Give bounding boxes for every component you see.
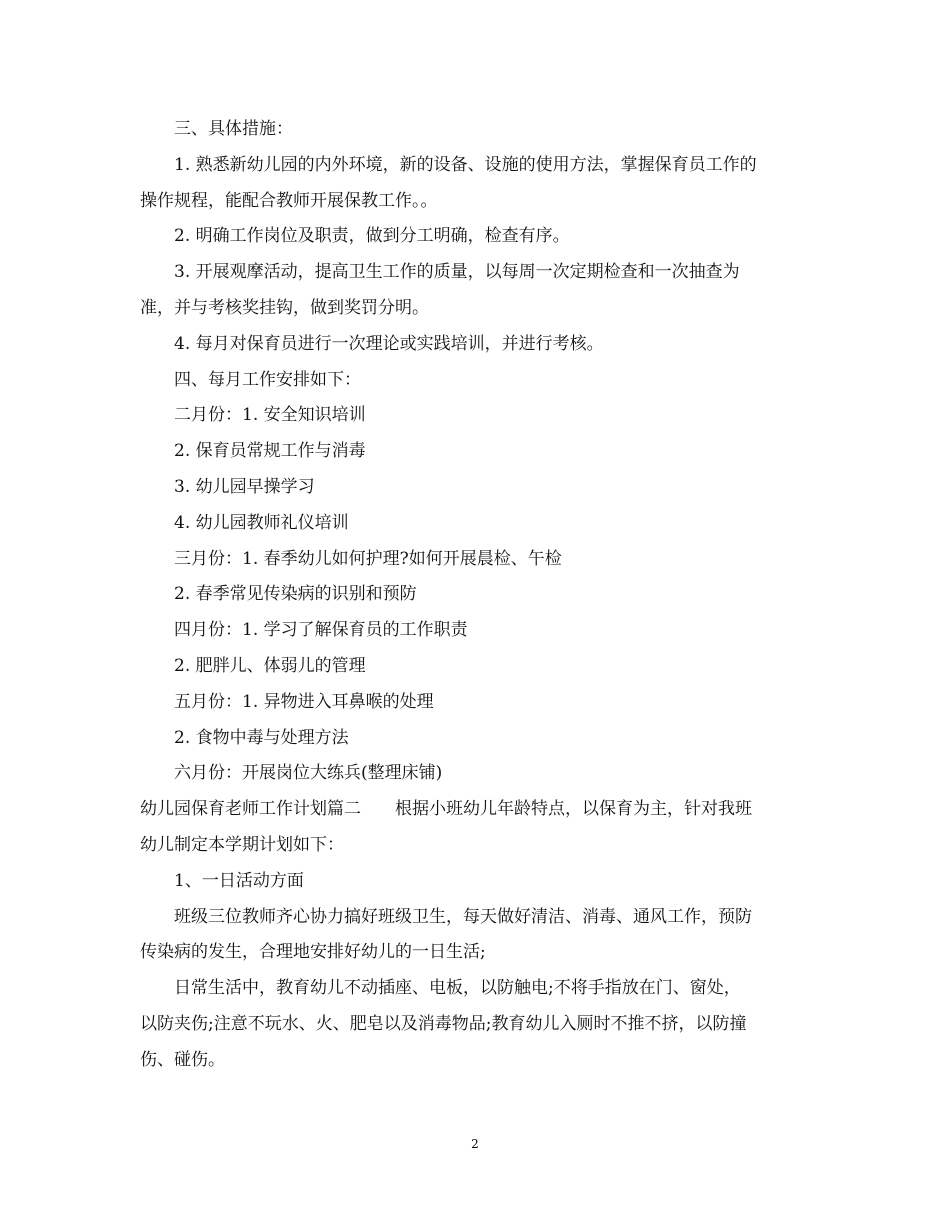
paragraph-line: 四、每月工作安排如下： bbox=[174, 369, 361, 390]
paragraph-line: 2. 肥胖儿、体弱儿的管理 bbox=[174, 655, 366, 676]
paragraph-line: 班级三位教师齐心协力搞好班级卫生，每天做好清洁、消毒、通风工作，预防 bbox=[174, 906, 752, 927]
paragraph-line: 幼儿园保育老师工作计划篇二 根据小班幼儿年龄特点，以保育为主，针对我班 bbox=[140, 799, 752, 820]
document-body bbox=[140, 112, 820, 1079]
paragraph-line: 五月份：1. 异物进入耳鼻喉的处理 bbox=[174, 691, 434, 712]
paragraph-continuation-line: 以防夹伤;注意不玩水、火、肥皂以及消毒物品;教育幼儿入厕时不推不挤，以防撞 bbox=[140, 1013, 747, 1034]
paragraph-continuation-line: 传染病的发生，合理地安排好幼儿的一日生活; bbox=[140, 942, 486, 963]
paragraph-line: 二月份：1. 安全知识培训 bbox=[174, 405, 366, 426]
paragraph-line: 2. 春季常见传染病的识别和预防 bbox=[174, 584, 417, 605]
page-number: 2 bbox=[471, 1137, 479, 1151]
paragraph-continuation-line: 操作规程，能配合教师开展保教工作。。 bbox=[140, 190, 438, 211]
paragraph-line: 4. 每月对保育员进行一次理论或实践培训，并进行考核。 bbox=[174, 333, 604, 354]
paragraph-line: 三月份：1. 春季幼儿如何护理?如何开展晨检、午检 bbox=[174, 548, 562, 569]
paragraph-line: 2. 保育员常规工作与消毒 bbox=[174, 441, 366, 462]
paragraph-line: 日常生活中，教育幼儿不动插座、电板，以防触电;不将手指放在门、窗处， bbox=[174, 978, 741, 999]
paragraph-line: 4. 幼儿园教师礼仪培训 bbox=[174, 512, 349, 533]
paragraph-line: 2. 明确工作岗位及职责，做到分工明确，检查有序。 bbox=[174, 226, 570, 247]
paragraph-line: 三、具体措施： bbox=[174, 119, 293, 139]
paragraph-line: 1. 熟悉新幼儿园的内外环境，新的设备、设施的使用方法，掌握保育员工作的 bbox=[174, 154, 757, 175]
paragraph-continuation-line: 幼儿制定本学期计划如下： bbox=[140, 834, 344, 855]
paragraph-line: 1、一日活动方面 bbox=[174, 870, 304, 891]
paragraph-line: 3. 开展观摩活动，提高卫生工作的质量，以每周一次定期检查和一次抽查为 bbox=[174, 262, 740, 283]
paragraph-line: 六月份：开展岗位大练兵(整理床铺) bbox=[174, 763, 443, 784]
paragraph-continuation-line: 准，并与考核奖挂钩，做到奖罚分明。 bbox=[140, 297, 429, 318]
paragraph-line: 3. 幼儿园早操学习 bbox=[174, 476, 315, 497]
paragraph-line: 四月份：1. 学习了解保育员的工作职责 bbox=[174, 620, 468, 641]
paragraph-continuation-line: 伤、碰伤。 bbox=[140, 1049, 225, 1070]
paragraph-line: 2. 食物中毒与处理方法 bbox=[174, 727, 349, 748]
